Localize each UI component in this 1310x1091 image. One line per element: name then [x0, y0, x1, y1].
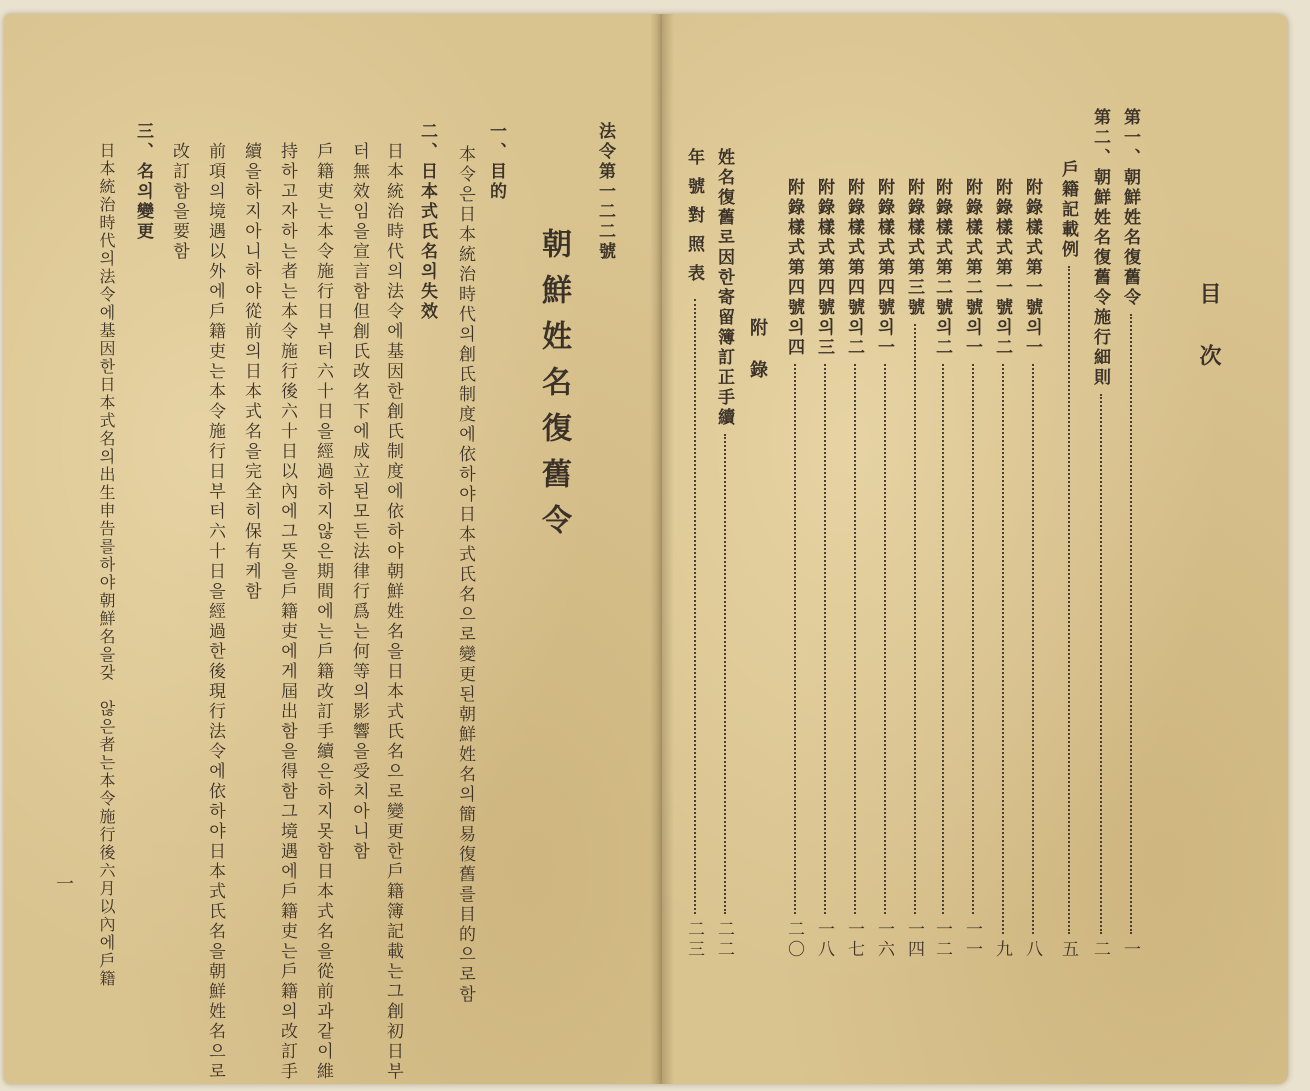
toc-page: 五 [1058, 940, 1078, 960]
section-2-line-1: 日本統治時代의法令에基因한創氏制度에依하야朝鮮姓名을日本式氏名으로變更한戶籍簿記載는그創初日부 [383, 142, 403, 1082]
book-gutter [650, 14, 674, 1084]
toc-label: 附錄樣式第四號의三 [814, 178, 834, 358]
toc-row [842, 178, 867, 960]
toc-page: 八 [1022, 940, 1042, 960]
section-1-heading: 一、目的 [486, 122, 506, 202]
document-title: 朝鮮姓名復舊令 [536, 228, 571, 550]
dot-leader [1068, 266, 1070, 934]
toc-row [812, 178, 837, 960]
toc-label: 第二、朝鮮姓名復舊令施行細則 [1090, 108, 1110, 388]
toc-row [902, 178, 927, 960]
left-page-number: 一 [56, 874, 74, 895]
section-1-body: 本令은日本統治時代의創氏制度에依하야日本式氏名으로變更된朝鮮姓名의簡易復舊를目的으로함 [455, 145, 475, 1005]
toc-label: 附錄樣式第三號 [904, 178, 924, 318]
toc-page: 一六 [874, 920, 894, 960]
dot-leader [884, 364, 886, 914]
toc-row [960, 178, 985, 960]
toc-label: 姓名復舊로因한寄留簿訂正手續 [714, 148, 734, 428]
toc-page: 一一 [962, 920, 982, 960]
toc-row [782, 178, 807, 960]
section-2-line-7: 改訂함을要함 [169, 142, 189, 262]
toc-row [1056, 160, 1081, 960]
toc-label: 附錄樣式第四號의一 [874, 178, 894, 358]
toc-label: 附錄樣式第二號의一 [962, 178, 982, 358]
toc-page: 一八 [814, 920, 834, 960]
toc-label: 附錄樣式第二號의二 [932, 178, 952, 358]
toc-page: 一二 [932, 920, 952, 960]
dot-leader [914, 324, 916, 914]
dot-leader [942, 364, 944, 914]
section-2-line-2: 터無效임을宣言함但創氏改名下에成立된모든法律行爲는何等의影響을受치아니함 [349, 142, 369, 862]
toc-row [1088, 108, 1113, 960]
toc-row [872, 178, 897, 960]
section-2-line-4: 持하고자하는者는本令施行後六十日以內에그뜻을戶籍吏에게屆出함을得함그境遇에戶籍吏는戶籍의改訂手 [277, 142, 297, 1082]
toc-row [712, 148, 737, 960]
toc-row [1020, 178, 1045, 960]
toc-page: 二〇 [784, 920, 804, 960]
dot-leader [1100, 394, 1102, 934]
toc-page: 二二 [714, 920, 734, 960]
toc-label: 附錄樣式第一號의一 [1022, 178, 1042, 358]
toc-label: 附錄樣式第四號의二 [844, 178, 864, 358]
dot-leader [1002, 364, 1004, 934]
toc-row [682, 148, 707, 960]
dot-leader [824, 364, 826, 914]
toc-page: 二三 [684, 920, 704, 960]
toc-page: 一七 [844, 920, 864, 960]
dot-leader [1032, 364, 1034, 934]
toc-label: 戶籍記載例 [1058, 160, 1078, 260]
toc-heading: 目次 [1196, 282, 1222, 406]
dot-leader [854, 364, 856, 914]
toc-row [930, 178, 955, 960]
toc-row [990, 178, 1015, 960]
toc-page: 一 [1120, 940, 1140, 960]
toc-page: 九 [992, 940, 1012, 960]
toc-label: 附錄樣式第一號의二 [992, 178, 1012, 358]
dot-leader [1130, 314, 1132, 934]
section-2-line-3: 戶籍吏는本令施行日부터六十日을經過하지않은期間에는戶籍改訂手續은하지못함日本式名을從前과같이維 [313, 142, 333, 1082]
toc-label: 第一、朝鮮姓名復舊令 [1120, 108, 1140, 308]
dot-leader [694, 299, 696, 914]
toc-page: 一四 [904, 920, 924, 960]
section-2-line-5: 續을하지아니하야從前의日本式名을完全히保有케함 [241, 142, 261, 602]
dot-leader [794, 364, 796, 914]
section-2-heading: 二、日本式氏名의失效 [417, 122, 437, 322]
toc-label: 附錄樣式第四號의四 [784, 178, 804, 358]
section-3-body: 日本統治時代의法令에基因한日本式名의出生申告를하야朝鮮名을갖 않은者는本令施行後六月以內에戶籍 [97, 142, 116, 988]
dot-leader [972, 364, 974, 914]
toc-page: 二 [1090, 940, 1110, 960]
dot-leader [724, 434, 726, 914]
toc-row [1118, 108, 1143, 960]
toc-label: 年號對照表 [684, 148, 704, 293]
section-3-heading: 三、名의變更 [133, 122, 153, 242]
section-2-line-6: 前項의境遇以外에戶籍吏는本令施行日부터六十日을經過한後現行法令에依하야日本式氏名을朝鮮姓名으로 [205, 142, 225, 1082]
law-number: 法令第一二二號 [595, 122, 615, 262]
appendix-heading: 附錄 [747, 318, 768, 402]
